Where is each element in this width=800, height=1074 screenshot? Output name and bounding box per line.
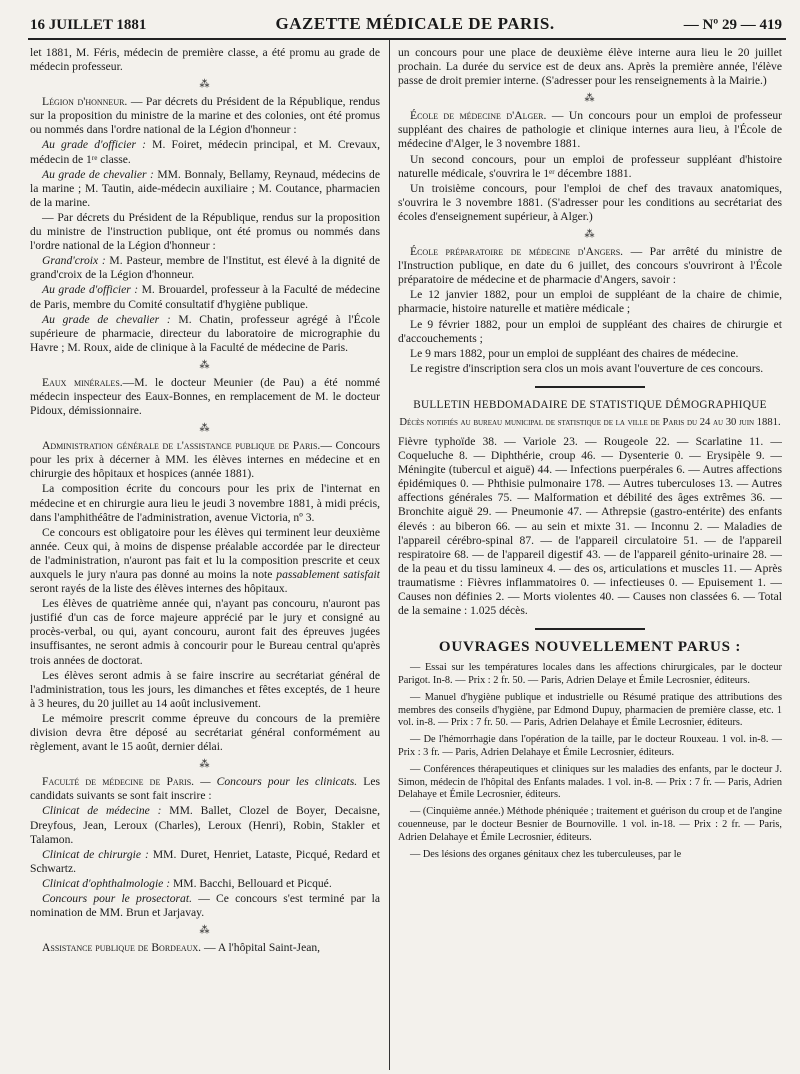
paragraph: Un troisième concours, pour l'emploi de chef des travaux anatomiques, s'ouvrira le 3 novembre 1881. (S'adresser pour les conditions au secrétariat des écoles d'enseignement supérieur, à Alger.) [398,181,782,223]
paragraph: Au grade de chevalier : M. Chatin, professeur agrégé à l'École supérieure de pharmacie, directeur du laboratoire de micrographie du Havre ; M. Roux, aide de clinique à la Faculté de médecine de Paris. [30,312,380,354]
paragraph: Au grade d'officier : M. Foiret, médecin principal, et M. Crevaux, médecin de 1ʳᵉ classe. [30,138,380,166]
section-eaux: Eaux minérales.—M. le docteur Meunier (de Pau) a été nommé médecin inspecteur des Eaux-Bonnes, en remplacement de M. le docteur Pidoux, démissionnaire. [30,375,380,418]
statistics-paragraph: Fièvre typhoïde 38. — Variole 23. — Rougeole 22. — Scarlatine 11. — Coqueluche 8. — Diphthérie, croup 46. — Dysenterie 0. — Erysipèle 9. — Méningite (tubercul et aiguë) 44. — Infections puerpérales 6. — Autres affections épidémiques 0. — Phthisie pulmonaire 178. — Autres tuberculoses 13. — Autres affections générales 75. — Malformation et débilité des âges extrêmes 36. — Bronchite aiguë 29. — Pneumonie 47. — Athrepsie (gastro-entérite) des enfants élevés : au biberon 66. — au sein et mixte 31. — Inconnu 2. — Maladies de l'appareil cérébro-spinal 87. — de l'appareil circulatoire 51. — de l'appareil respiratoire 68. — de l'appareil digestif 43. — de l'appareil génito-urinaire 28. — de la peau et du tissu lamineux 4. — des os, articulations et muscles 11. — Après traumatisme : Fièvres inflammatoires 0. — infectieuses 0. — Epuisement 1. — Causes non définies 2. — Morts violentes 40. — Causes non classées 6. — Total de la semaine : 1.025 décès. [398,434,782,618]
section-admin: Administration générale de l'assistance publique de Paris.— Concours pour les prix à décerner à MM. les élèves internes en médecine et en chirurgie des hôpitaux et hospices (année 1881). [30,439,380,481]
paragraph: Les élèves seront admis à se faire inscrire au secrétariat général de l'administration, tous les jours, les dimanches et fêtes exceptés, de 1 heure à 3 heures, du 20 juillet au 14 août inclusivement. [30,668,380,710]
paragraph: Clinicat de médecine : MM. Ballet, Clozel de Boyer, Decaisne, Dreyfous, Jean, Leroux (Charles), Leroux (Henri), Robin, Stakler et Talamon. [30,804,380,846]
section-heading: École préparatoire de médecine d'Angers. [410,245,624,259]
page-header [30,14,782,36]
section-heading: Légion d'honneur. [42,95,128,109]
list-item: — Des lésions des organes génitaux chez les tuberculeuses, par le [410,848,682,860]
paragraph: La composition écrite du concours pour les prix de l'internat en médecine et en chirurgie aura lieu le jeudi 3 novembre 1881, à midi précis, dans l'amphithéâtre de l'administration, avenue Victoria, nº 3. [30,482,380,524]
bulletin-subtitle: Décès notifiés au bureau municipal de statistique de la ville de Paris du 24 au 30 juin 1881. [399,416,781,428]
section-heading: Assistance publique de Bordeaux. [42,941,202,955]
ouvrages-title: OUVRAGES NOUVELLEMENT PARUS : [438,639,742,656]
paragraph: Grand'croix : M. Pasteur, membre de l'Institut, est élevé à la dignité de grand'croix de la Légion d'honneur. [30,254,380,282]
section-separator: ⁂ [199,925,211,937]
paragraph: Le mémoire prescrit comme épreuve du concours de la première division devra être déposé au secrétariat général conformément au règlement, avant le 15 août, dernier délai. [30,711,380,754]
section-faculte: Faculté de médecine de Paris. — Concours pour les clinicats. Les candidats suivants se sont fait inscrire : [30,775,380,803]
ouvrages-list [398,662,782,861]
bulletin-title: BULLETIN HEBDOMADAIRE DE STATISTIQUE DÉMOGRAPHIQUE [413,398,767,411]
section-rule [535,628,645,630]
section-angers: École préparatoire de médecine d'Angers. — Par arrêté du ministre de l'Instruction publique, en date du 6 juillet, des concours s'ouvriront à l'École préparatoire de médecine et de pharmacie d'Angers, savoir : [398,245,782,287]
paragraph: Au grade de chevalier : MM. Bonnaly, Bellamy, Reynaud, médecins de la marine ; M. Tautin, aide-médecin auxiliaire ; M. Coutance, pharmacien de la marine. [30,167,380,209]
column-divider [389,40,390,1070]
section-rule [535,386,645,388]
section-separator: ⁂ [584,229,596,241]
header-issue: — Nº 29 — 419 [683,17,782,33]
paragraph: un concours pour une place de deuxième élève interne aura lieu le 20 juillet prochain. La durée du service est de deux ans. Après la première année, l'élève passe de droit premier interne. (S'adresser pour les renseignements à la Mairie.) [398,46,782,88]
header-rule [28,38,786,40]
paragraph: Un second concours, pour un emploi de professeur suppléant d'histoire naturelle médicale, s'ouvrira le 1ᵉʳ décembre 1881. [398,152,782,180]
list-item: — Essai sur les températures locales dans les affections chirurgicales, par le docteur Parigot. In-8. — Prix : 2 fr. 50. — Paris, Adrien Delaye et Émile Lecrosnier, éditeurs. [398,662,782,687]
paragraph: Le 9 février 1882, pour un emploi de suppléant des chaires de chirurgie et d'accouchements ; [398,317,782,345]
section-separator: ⁂ [199,759,211,771]
paragraph: Ce concours est obligatoire pour les élèves qui terminent leur deuxième année. Ceux qui, à moins de dispense préalable accordée par le directeur de l'administration, n'auront pas fait et lu la composition prescrite et ceux auxquels le jury n'aura pas donné au moins la note passablement satisfait seront rayés de la liste des élèves internes des hôpitaux. [30,525,380,596]
paragraph: Concours pour le prosectorat. — Ce concours s'est terminé par la nomination de MM. Brun et Jarjavay. [30,891,380,920]
section-separator: ⁂ [199,359,211,371]
paragraph: Le registre d'inscription sera clos un mois avant l'ouverture de ces concours. [410,361,764,375]
list-item: — De l'hémorrhagie dans l'opération de la taille, par le docteur Rouxeau. 1 vol. in-8. — Prix : 3 fr. — Paris, Adrien Delahaye et Émile Lecrosnier, éditeurs. [398,734,782,759]
section-heading: École de médecine d'Alger. [410,109,547,123]
section-bordeaux: Assistance publique de Bordeaux. — A l'hôpital Saint-Jean, [42,941,321,955]
list-item: — Manuel d'hygiène publique et industrielle ou Résumé pratique des attributions des membres des conseils d'hygiène, par Edmond Dupuy, pharmacien de première classe, etc. 1 vol. in-8. — Prix : 7 fr. 50. — Paris, Adrien Delahaye et Émile Lecrosnier, éditeurs. [398,691,782,729]
paragraph: Clinicat de chirurgie : MM. Duret, Henriet, Lataste, Picqué, Redard et Schwartz. [30,847,380,875]
left-column [30,46,380,1068]
section-alger: École de médecine d'Alger. — Un concours pour un emploi de professeur suppléant des chaires de pathologie et clinique internes aura lieu, à l'École de médecine d'Alger, le 3 novembre 1881. [398,109,782,151]
list-item: — Conférences thérapeutiques et cliniques sur les maladies des enfants, par le docteur J. Simon, médecin de l'hôpital des Enfants malades. 1 vol. in-8. — Prix : 7 fr. — Paris, Adrien Delahaye et Émile Lecrosnier, éditeurs. [398,763,782,801]
list-item: — (Cinquième année.) Méthode phéniquée ; traitement et guérison du croup et de l'angine couenneuse, par le docteur Besnier de Bournoville. 1 vol. in-18. — Prix : 2 fr. — Paris, Adrien Delahaye et Émile Lecrosnier, éditeurs. [398,806,782,843]
section-separator: ⁂ [199,423,211,435]
right-column [398,46,782,1068]
paragraph: let 1881, M. Féris, médecin de première classe, a été promu au grade de médecin professeur. [30,46,380,74]
section-heading: Administration générale de l'assistance publique de Paris. [42,439,321,453]
paragraph: — Par décrets du Président de la République, rendus sur la proposition du ministre de l'instruction publique, ont été promus ou nommés dans l'ordre national de la Légion d'honneur : [30,210,380,253]
paragraph: Le 12 janvier 1882, pour un emploi de suppléant de la chaire de chimie, pharmacie, histoire naturelle et matière médicale ; [398,288,782,316]
paragraph: Clinicat d'ophthalmologie : MM. Bacchi, Bellouard et Picqué. [42,876,332,890]
section-separator: ⁂ [199,79,211,91]
section-legion: Légion d'honneur. — Par décrets du Président de la République, rendus sur la proposition du ministre de la marine et des colonies, ont été promus ou nommés dans l'ordre national de la Légion d'honneur : [30,95,380,137]
section-separator: ⁂ [584,93,596,105]
section-heading: Eaux minérales. [42,375,123,389]
header-title: GAZETTE MÉDICALE DE PARIS. [275,14,555,33]
section-heading: Faculté de médecine de Paris. [42,775,195,789]
paragraph: Le 9 mars 1882, pour un emploi de suppléant des chaires de médecine. [410,346,739,360]
paragraph: Au grade d'officier : M. Brouardel, professeur à la Faculté de médecine de Paris, membre du Comité consultatif d'hygiène publique. [30,283,380,311]
header-date: 16 JUILLET 1881 [30,17,147,33]
paragraph: Les élèves de quatrième année qui, n'ayant pas concouru, n'auront pas justifié d'un cas de force majeure apprécié par le jury et consigné au procès-verbal, ou qui, ayant concouru, auront fait des épreuves jugées insuffisantes, ne seront admis à concourir pour le Bureau central qu'après trois années de doctorat. [30,597,380,667]
